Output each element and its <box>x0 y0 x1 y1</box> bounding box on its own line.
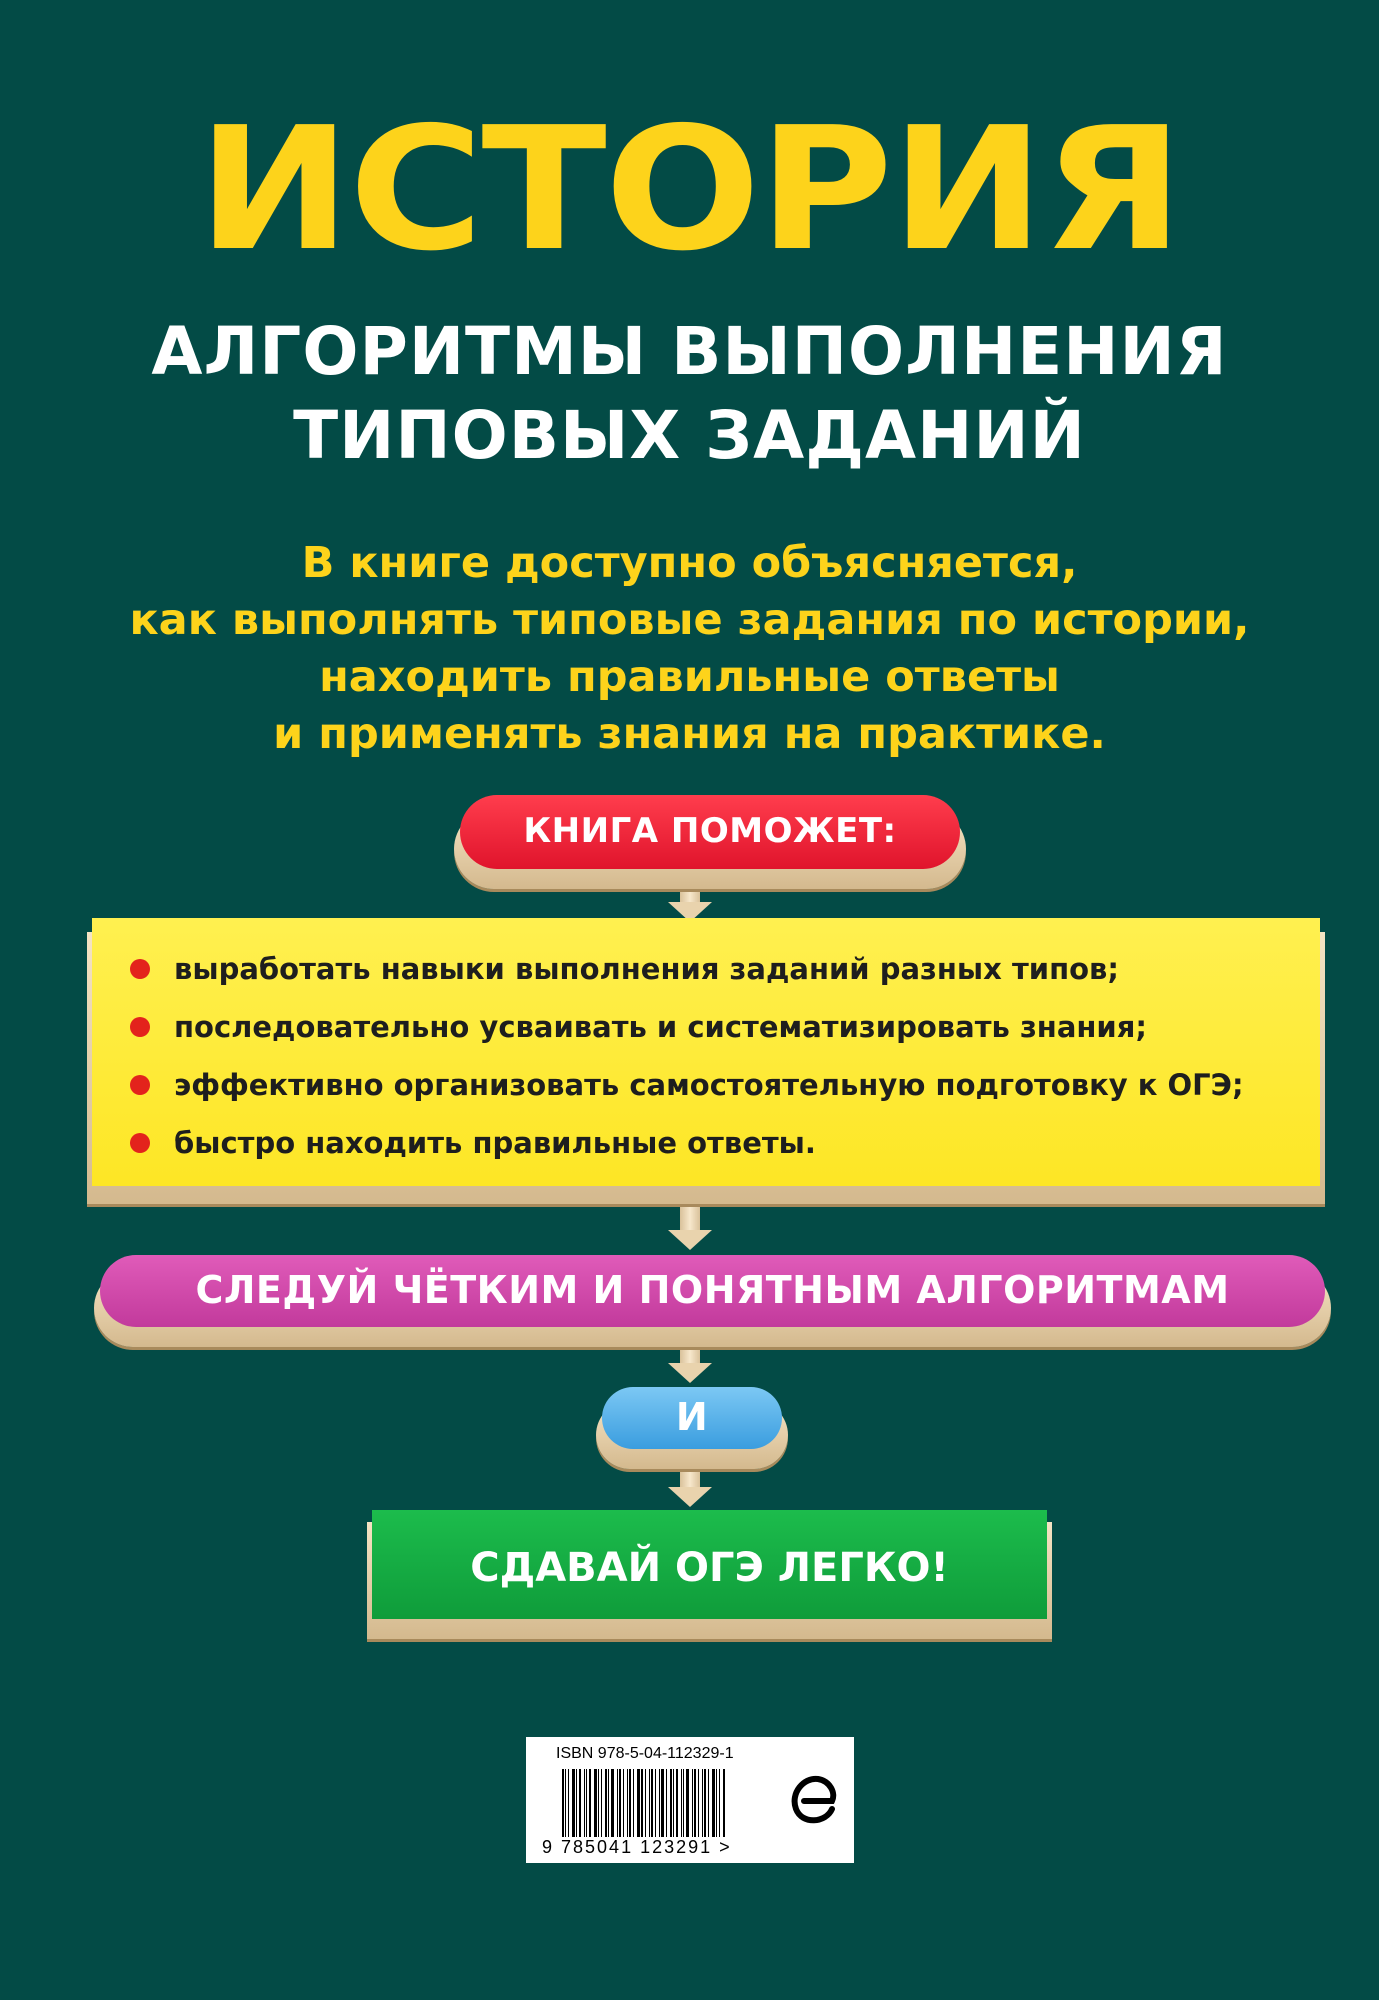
red-dot-icon <box>130 1133 150 1153</box>
benefits-board <box>92 918 1320 1190</box>
barcode-bar <box>645 1769 646 1841</box>
barcode-bar <box>673 1769 674 1841</box>
barcode-bar <box>651 1769 653 1841</box>
barcode-bar <box>641 1769 643 1841</box>
intro-line: В книге доступно объясняется, <box>301 538 1078 588</box>
barcode-bar <box>629 1769 631 1841</box>
barcode-bar <box>692 1769 693 1841</box>
barcode-bar <box>562 1769 564 1841</box>
help-badge <box>460 795 960 875</box>
barcode-bar <box>708 1769 709 1841</box>
barcode-bar <box>716 1769 717 1841</box>
barcode-bar <box>568 1769 569 1841</box>
barcode-panel <box>526 1737 854 1863</box>
barcode-bar <box>617 1769 618 1841</box>
list-item-text: эффективно организовать самостоятельную подготовку к ОГЭ; <box>174 1068 1244 1102</box>
red-dot-icon <box>130 1075 150 1095</box>
intro-text <box>0 535 1379 763</box>
barcode-bar <box>719 1769 720 1841</box>
barcode-number: 9 785041 123291 > <box>542 1837 732 1857</box>
barcode-bar <box>576 1769 577 1841</box>
barcode-bar <box>589 1769 591 1841</box>
barcode-bar <box>608 1769 609 1841</box>
intro-line: как выполнять типовые задания по истории, <box>129 595 1250 645</box>
barcode-bar <box>698 1769 699 1841</box>
and-label: И <box>675 1395 709 1439</box>
barcode-bar <box>605 1769 607 1841</box>
barcode-bar <box>598 1769 599 1841</box>
barcode-bar <box>666 1769 667 1841</box>
intro-line: находить правильные ответы <box>319 652 1060 702</box>
subtitle-line: АЛГОРИТМЫ ВЫПОЛНЕНИЯ <box>151 313 1228 390</box>
barcode-bar <box>619 1769 621 1841</box>
barcode-bar <box>702 1769 703 1841</box>
barcode-bar <box>681 1769 682 1841</box>
barcode-bar <box>683 1769 684 1841</box>
barcode-bar <box>633 1769 634 1841</box>
barcode-bar <box>611 1769 614 1841</box>
barcode-bar <box>601 1769 602 1841</box>
barcode-bar <box>694 1769 696 1841</box>
follow-badge <box>100 1255 1325 1333</box>
book-subtitle <box>0 310 1379 478</box>
barcode-bar <box>661 1769 664 1841</box>
barcode <box>562 1769 772 1841</box>
barcode-bar <box>594 1769 597 1841</box>
barcode-bar <box>627 1769 628 1841</box>
red-dot-icon <box>130 1017 150 1037</box>
barcode-bar <box>670 1769 672 1841</box>
help-label: КНИГА ПОМОЖЕТ: <box>523 811 897 851</box>
barcode-bar <box>572 1769 575 1841</box>
subtitle-line: ТИПОВЫХ ЗАДАНИЙ <box>293 397 1086 474</box>
barcode-bar <box>586 1769 587 1841</box>
barcode-bar <box>623 1769 624 1841</box>
barcode-bar <box>637 1769 640 1841</box>
barcode-bar <box>712 1769 715 1841</box>
follow-label: СЛЕДУЙ ЧЁТКИМ И ПОНЯТНЫМ АЛГОРИТМАМ <box>195 1268 1230 1312</box>
barcode-bar <box>655 1769 656 1841</box>
and-badge <box>602 1387 782 1455</box>
pass-label: СДАВАЙ ОГЭ ЛЕГКО! <box>470 1544 949 1591</box>
list-item <box>130 1114 1244 1172</box>
list-item-text: последовательно усваивать и систематизировать знания; <box>174 1010 1147 1044</box>
barcode-bar <box>686 1769 689 1841</box>
list-item <box>130 1056 1244 1114</box>
list-item <box>130 998 1244 1056</box>
barcode-bar <box>649 1769 650 1841</box>
intro-line: и применять знания на практике. <box>273 709 1106 759</box>
benefits-list <box>130 940 1244 1172</box>
red-dot-icon <box>130 959 150 979</box>
barcode-bar <box>676 1769 678 1841</box>
pass-plate <box>372 1510 1047 1625</box>
list-item-text: выработать навыки выполнения заданий разных типов; <box>174 952 1119 986</box>
barcode-bar <box>584 1769 585 1841</box>
publisher-logo-icon <box>788 1769 842 1829</box>
barcode-bar <box>659 1769 660 1841</box>
barcode-bar <box>565 1769 566 1841</box>
book-title: ИСТОРИЯ <box>197 91 1182 289</box>
barcode-bar <box>704 1769 706 1841</box>
list-item <box>130 940 1244 998</box>
barcode-bar <box>579 1769 581 1841</box>
barcode-bar <box>723 1769 725 1841</box>
isbn-text: ISBN 978-5-04-112329-1 <box>556 1745 734 1762</box>
list-item-text: быстро находить правильные ответы. <box>174 1126 816 1160</box>
